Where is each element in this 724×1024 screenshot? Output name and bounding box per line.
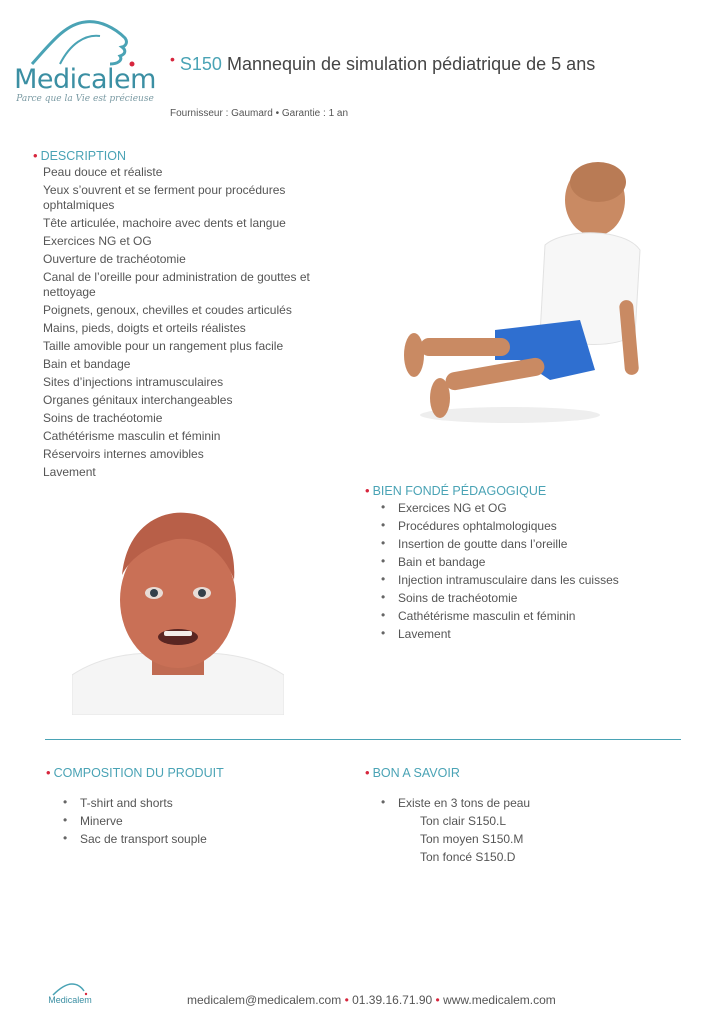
good-to-know-heading-label: BON A SAVOIR [372, 766, 460, 780]
footer-separator: • [435, 993, 444, 1007]
skin-tone-item: Ton clair S150.L [420, 814, 507, 828]
page-title [170, 51, 596, 75]
description-list [43, 165, 333, 483]
pedagogy-list [376, 501, 676, 645]
logo-tagline: Parce que la Vie est précieuse [16, 94, 154, 104]
skin-tone-list [420, 814, 620, 868]
footer-logo [40, 982, 100, 1012]
logo-text: Medicalem [14, 64, 156, 95]
list-item: • T-shirt and shorts [58, 796, 318, 814]
footer-phone: 01.39.16.71.90 [352, 993, 433, 1007]
bullet-dot: • [33, 148, 38, 163]
list-item: • Cathétérisme masculin et féminin [376, 609, 676, 627]
footer-email[interactable]: medicalem@medicalem.com [187, 993, 342, 1007]
product-code: S150 [179, 54, 222, 74]
description-heading-label: DESCRIPTION [40, 149, 126, 163]
pedagogy-heading-label: BIEN FONDÉ PÉDAGOGIQUE [372, 484, 547, 498]
logo [10, 14, 160, 106]
footer-separator: • [344, 993, 353, 1007]
bullet-dot: • [46, 765, 51, 780]
list-item: Peau douce et réaliste [43, 165, 163, 179]
skin-tone-item: Ton moyen S150.M [420, 832, 524, 846]
section-divider [45, 739, 681, 740]
list-item: Poignets, genoux, chevilles et coudes articulés [43, 303, 292, 317]
list-item: • Soins de trachéotomie [376, 591, 676, 609]
list-item: Lavement [43, 465, 96, 479]
bullet-dot: • [170, 51, 175, 67]
list-item: • Procédures ophtalmologiques [376, 519, 676, 537]
product-name: Mannequin de simulation pédiatrique de 5 ans [221, 54, 596, 74]
supplier-line: Fournisseur : Gaumard • Garantie : 1 an [170, 108, 349, 119]
mannequin-full-body-photo [400, 160, 650, 430]
composition-heading [46, 765, 224, 780]
list-item: Réservoirs internes amovibles [43, 447, 204, 461]
list-item: Tête articulée, machoire avec dents et langue [43, 216, 286, 230]
list-item: Organes génitaux interchangeables [43, 393, 233, 407]
list-item: • Sac de transport souple [58, 832, 318, 850]
good-to-know-list [376, 796, 676, 814]
list-item: Mains, pieds, doigts et orteils réalistes [43, 321, 246, 335]
list-item: Sites d’injections intramusculaires [43, 375, 224, 389]
list-item: • Bain et bandage [376, 555, 676, 573]
list-item: • Injection intramusculaire dans les cuisses [376, 573, 676, 591]
footer-logo-icon [52, 982, 88, 996]
list-item: • Lavement [376, 627, 676, 645]
footer-contact [187, 993, 556, 1007]
list-item: • Insertion de goutte dans l’oreille [376, 537, 676, 555]
list-item: Canal de l’oreille pour administration de gouttes et nettoyage [43, 270, 310, 299]
list-item: • Minerve [58, 814, 318, 832]
list-item: Cathétérisme masculin et féminin [43, 429, 221, 443]
list-item: Bain et bandage [43, 357, 131, 371]
list-item: Soins de trachéotomie [43, 411, 163, 425]
skin-tone-item: Ton foncé S150.D [420, 850, 516, 864]
bullet-dot: • [365, 483, 370, 498]
list-item: Exercices NG et OG [43, 234, 152, 248]
mannequin-head-photo [72, 505, 284, 715]
list-item: Taille amovible pour un rangement plus facile [43, 339, 284, 353]
pedagogy-heading [365, 483, 546, 498]
composition-list [58, 796, 318, 850]
list-item: • Exercices NG et OG [376, 501, 676, 519]
composition-heading-label: COMPOSITION DU PRODUIT [53, 766, 224, 780]
logo-profile-icon [30, 14, 140, 69]
bullet-dot: • [365, 765, 370, 780]
list-item: • Existe en 3 tons de peau [376, 796, 676, 814]
description-heading [33, 148, 126, 163]
footer-website[interactable]: www.medicalem.com [443, 993, 556, 1007]
good-to-know-heading [365, 765, 460, 780]
list-item: Yeux s’ouvrent et se ferment pour procédures ophtalmiques [43, 183, 286, 212]
footer-logo-text: Medicalem [48, 995, 92, 1005]
list-item: Ouverture de trachéotomie [43, 252, 186, 266]
